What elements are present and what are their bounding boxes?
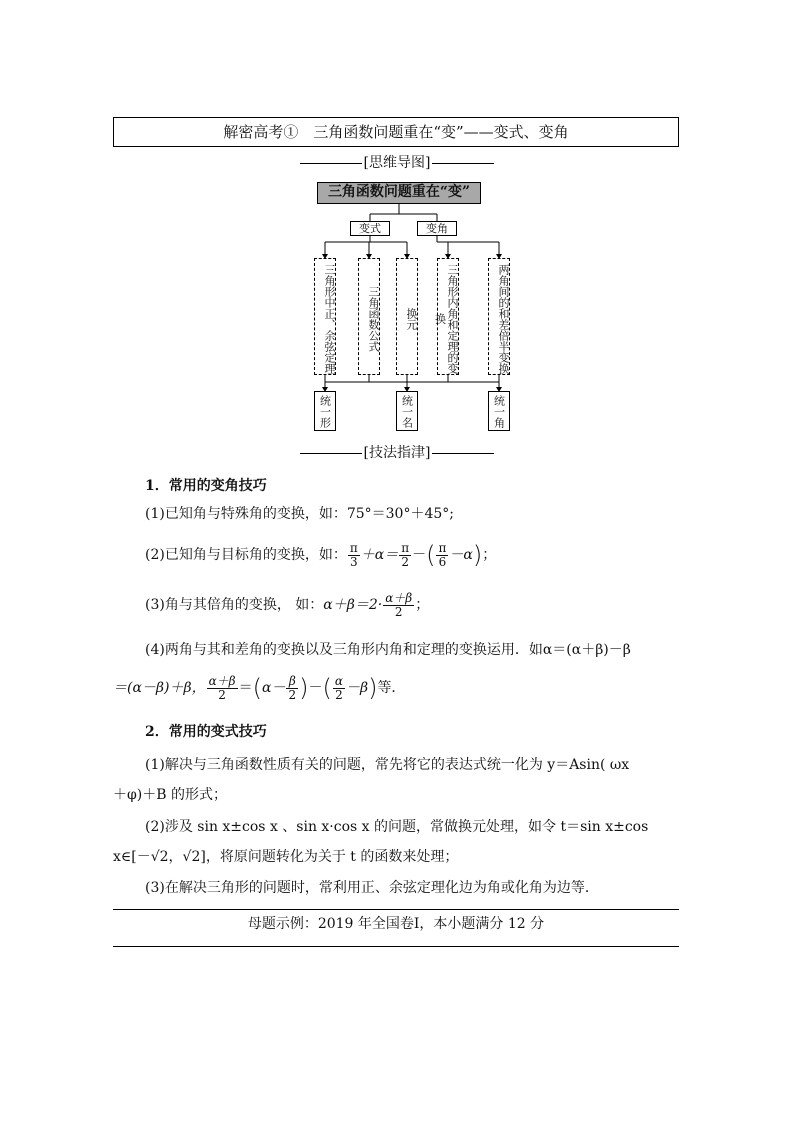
angle-tip-4-cont: ＝(α－β)＋β， $\frac{\alpha+\beta}{2}$ ＝ ( α－ $\frac{\beta}{2}$ ) － ( $\frac{\alpha}{2}$ －β ) 等． — [113, 673, 406, 702]
mindmap-item-4: 三角形内角和定理的变换 — [437, 258, 459, 375]
tips-section-text: [技法指津] — [363, 445, 431, 461]
formula: $\frac{\pi}{6}$ — [438, 540, 447, 569]
branch-bianshi: 变式 — [350, 221, 390, 236]
branch-bianjiao: 变角 — [417, 221, 457, 236]
formula: $\frac{\pi}{2}$ — [401, 540, 410, 569]
formula: $\frac{\alpha}{2}$ — [334, 673, 343, 702]
tips-section-label — [197, 442, 597, 462]
form-tip-2-cont: x∈[－√2，√2]，将原问题转化为关于 t 的函数来处理； — [113, 849, 459, 865]
mindmap-item-5: 两角间的和差倍半变换 — [488, 258, 510, 375]
heading-form-tips: 2．常用的变式技巧 — [145, 724, 267, 740]
angle-tip-3: (3)角与其倍角的变换， 如： α＋β＝2· $\frac{\alpha+\beta}{2}$ ； — [145, 590, 430, 619]
angle-tip-2-text: (2)已知角与目标角的变换，如： — [145, 547, 347, 563]
divider — [432, 453, 494, 454]
header-title: 解密高考① 三角函数问题重在“变”——变式、变角 — [113, 117, 679, 147]
angle-tip-4-suffix: 等． — [377, 680, 406, 696]
divider — [300, 453, 362, 454]
form-tip-3: (3)在解决三角形的问题时，常利用正、余弦定理化边为角或化角为边等． — [145, 880, 599, 896]
formula: $\frac{\alpha+\beta}{2}$ — [208, 673, 236, 702]
form-tip-2: (2)涉及 sin x±cos x 、sin x·cos x 的问题，常做换元处理，如令 t＝sin x±cos — [145, 819, 649, 835]
angle-tip-1: (1)已知角与特殊角的变换，如：75°＝30°＋45°; — [145, 506, 454, 522]
mindmap-item-1: 三角形中正、余弦定理 — [314, 258, 336, 375]
angle-tip-4: (4)两角与其和差角的变换以及三角形内角和定理的变换运用．如α＝(α＋β)－β — [145, 642, 631, 658]
unify-angle: 统一角 — [488, 391, 510, 431]
angle-tip-2: (2)已知角与目标角的变换，如： $\frac{\pi}{3}$ ＋α＝ $\frac{\pi}{2}$ － ( $\frac{\pi}{6}$ －α ) ； — [145, 540, 497, 569]
footer-rule-bottom — [113, 946, 679, 947]
formula: $\frac{\beta}{2}$ — [288, 673, 297, 702]
heading-angle-tips: 1．常用的变角技巧 — [145, 478, 267, 494]
mindmap-item-2: 三角函数公式 — [358, 258, 380, 375]
unify-name: 统一名 — [396, 391, 418, 431]
form-tip-1: (1)解决与三角函数性质有关的问题，常先将它的表达式统一化为 y＝Asin( ωx — [145, 757, 630, 773]
mindmap-section-text: [思维导图] — [363, 155, 431, 171]
unify-form: 统一形 — [314, 391, 336, 431]
mindmap-root: 三角函数问题重在“变” — [317, 182, 481, 204]
footer-rule-top — [113, 909, 679, 910]
angle-tip-3-text: (3)角与其倍角的变换， 如： — [145, 597, 324, 613]
mindmap-item-3: 换元 — [396, 258, 418, 375]
formula: $\frac{\alpha+\beta}{2}$ — [385, 590, 413, 619]
footer-note: 母题示例：2019 年全国卷Ⅰ，本小题满分 12 分 — [247, 916, 545, 932]
angle-tip-4-cont-text: ＝(α－β)＋β， — [113, 680, 206, 696]
form-tip-1-cont: ＋φ)＋B 的形式； — [113, 787, 228, 803]
formula: $\frac{\pi}{3}$ — [349, 540, 358, 569]
